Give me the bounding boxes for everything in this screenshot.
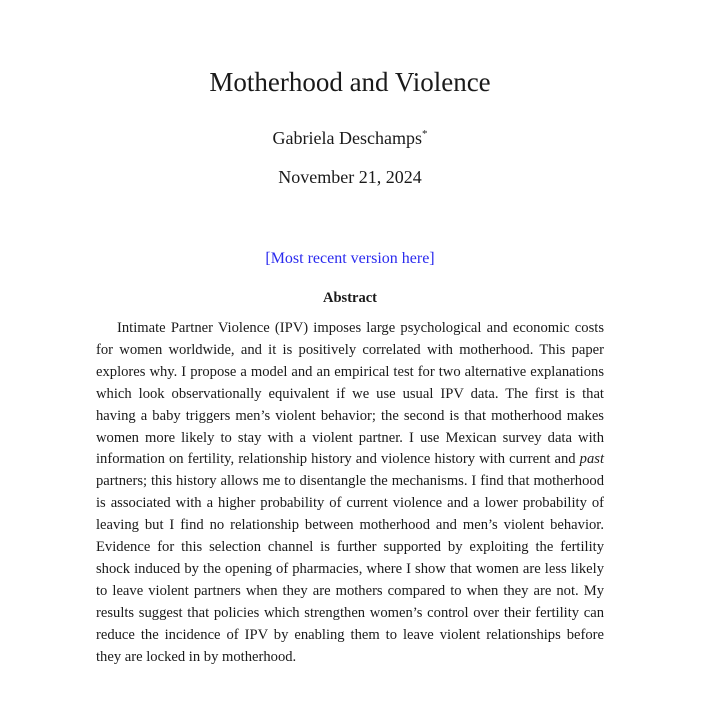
version-link-container [0, 249, 700, 269]
author-line [0, 127, 700, 149]
abstract-text [96, 318, 604, 669]
abstract-heading: Abstract [323, 290, 377, 306]
abstract-text-part-1: Intimate Partner Violence (IPV) imposes large psychological and economic costs for women worldwide, and it is positively correlated with motherhood. This paper explores why. I propose a model and an empirical test for two alternative explanations which look observationally equivalent if we use usual IPV data. The first is that having a baby triggers men’s violent behavior; the second is that motherhood makes women more likely to stay with a violent partner. I use Mexican survey data with information on fertility, relationship history and violence history with current and [96, 320, 604, 468]
paper-title: Motherhood and Violence [209, 67, 491, 97]
author-footnote-mark[interactable]: * [421, 128, 428, 140]
author-name: Gabriela Deschamps [272, 128, 422, 148]
most-recent-version-link[interactable]: [Most recent version here] [265, 250, 435, 267]
abstract-emphasis-past: past [579, 451, 604, 468]
abstract-text-part-2: partners; this history allows me to disentangle the mechanisms. I find that motherhood is associated with a higher probability of current violence and a lower probability of leaving but I find no relationship between motherhood and men’s violent behavior. Evidence for this selection channel is further supported by exploiting the fertility shock induced by the opening of pharmacies, where I show that women are less likely to leave violent partners when they are mothers compared to when they are not. My results suggest that policies which strengthen women’s control over their fertility can reduce the incidence of IPV by enabling them to leave violent relationships before they are locked in by motherhood. [96, 473, 604, 665]
paper-date: November 21, 2024 [278, 167, 422, 187]
